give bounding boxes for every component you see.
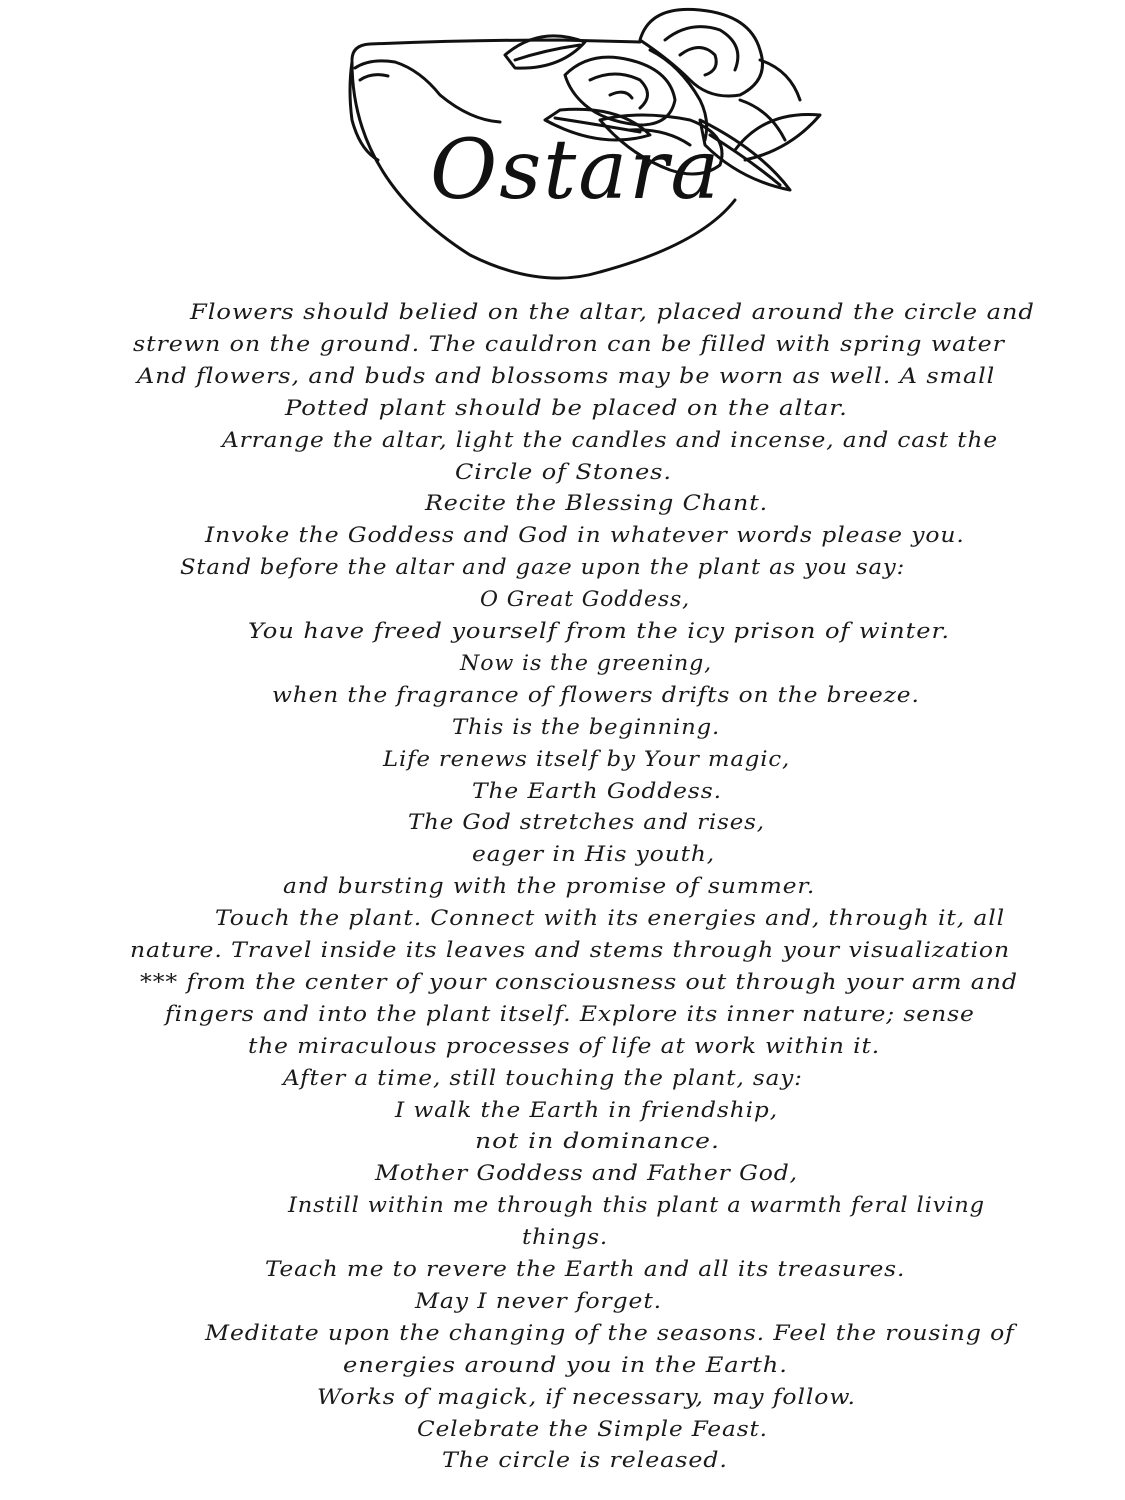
text-line: when the fragrance of flowers drifts on the breeze. <box>272 682 920 707</box>
text-line: things. <box>522 1225 609 1250</box>
text-line: Celebrate the Simple Feast. <box>417 1416 768 1441</box>
text-line: I walk the Earth in friendship, <box>395 1097 778 1122</box>
text-line: Invoke the Goddess and God in whatever words please you. <box>205 523 965 548</box>
text-line: After a time, still touching the plant, say: <box>283 1065 803 1090</box>
text-line: eager in His youth, <box>472 842 716 867</box>
text-line: Works of magick, if necessary, may follow. <box>317 1384 856 1409</box>
text-line: Stand before the altar and gaze upon the plant as you say: <box>180 555 906 580</box>
text-line: fingers and into the plant itself. Explore its inner nature; sense <box>165 1001 975 1026</box>
text-line: Teach me to revere the Earth and all its treasures. <box>265 1257 906 1281</box>
text-line: Arrange the altar, light the candles and incense, and cast the <box>222 427 998 452</box>
text-line: Meditate upon the changing of the seasons. Feel the rousing of <box>205 1320 1015 1345</box>
text-line: The God stretches and rises, <box>408 810 765 835</box>
text-line: You have freed yourself from the icy prison of winter. <box>248 619 950 643</box>
text-line: The Earth Goddess. <box>472 778 722 803</box>
text-line: Instill within me through this plant a warmth feral living <box>288 1193 985 1218</box>
text-line: nature. Travel inside its leaves and stems through your visualization <box>130 938 1011 962</box>
text-line: strewn on the ground. The cauldron can be filled with spring water <box>133 331 1005 356</box>
page-title: Ostara <box>430 123 722 218</box>
text-line: Life renews itself by Your magic, <box>383 746 791 771</box>
text-line: the miraculous processes of life at work within it. <box>248 1033 881 1058</box>
text-line: Mother Goddess and Father God, <box>375 1161 798 1186</box>
text-line: Potted plant should be placed on the altar. <box>285 395 848 420</box>
flower-top <box>640 9 763 96</box>
text-line: O Great Goddess, <box>480 587 690 612</box>
text-line: Touch the plant. Connect with its energies and, through it, all <box>215 906 1006 931</box>
text-line: This is the beginning. <box>452 714 721 739</box>
text-line: not in dominance. <box>475 1129 720 1154</box>
text-line: The circle is released. <box>442 1448 728 1473</box>
text-line: And flowers, and buds and blossoms may be worn as well. A small <box>137 363 996 388</box>
text-line: Circle of Stones. <box>455 459 672 484</box>
text-line: and bursting with the promise of summer. <box>283 874 816 899</box>
text-line: May I never forget. <box>415 1288 663 1313</box>
text-line: Flowers should belied on the altar, placed around the circle and <box>190 300 1035 324</box>
text-line: Recite the Blessing Chant. <box>425 491 769 516</box>
text-line: *** from the center of your consciousness out through your arm and <box>140 969 1018 994</box>
text-line: Now is the greening, <box>460 650 713 675</box>
text-line: energies around you in the Earth. <box>343 1352 788 1377</box>
